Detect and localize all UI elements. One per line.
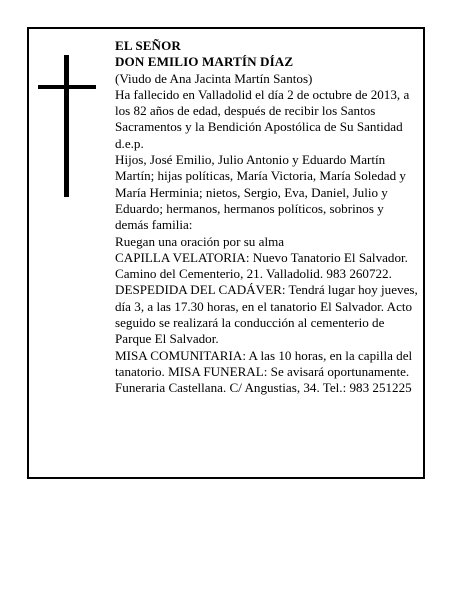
- honorific: EL SEÑOR: [115, 38, 181, 53]
- rip-abbreviation: d.e.p.: [115, 135, 144, 151]
- deceased-name: DON EMILIO MARTÍN DÍAZ: [115, 54, 294, 70]
- cross-horizontal-bar: [38, 85, 96, 89]
- prayer-request: Ruegan una oración por su alma: [115, 233, 285, 249]
- chapel-info: CAPILLA VELATORIA: Nuevo Tanatorio El Salvador. Camino del Cementerio, 21. Valladolid. 983 260722.: [115, 249, 408, 282]
- widower-of: (Viudo de Ana Jacinta Martín Santos): [115, 70, 313, 86]
- cross-icon: [38, 55, 96, 197]
- mass-info: MISA COMUNITARIA: A las 10 horas, en la capilla del tanatorio. MISA FUNERAL: Se avisará oportunamente.: [115, 347, 413, 379]
- farewell-info: DESPEDIDA DEL CADÁVER: Tendrá lugar hoy jueves, día 3, a las 17.30 horas, en el tanatorio El Salvador. Acto seguido se realizará la conducción al cementerio de Parque El Salvador.: [115, 282, 418, 347]
- cross-vertical-bar: [64, 55, 69, 197]
- death-announcement: Ha fallecido en Valladolid el día 2 de octubre de 2013, a los 82 años de edad, después de recibir los Santos Sacramentos y la Bendición Apostólica de Su Santidad: [115, 86, 410, 135]
- family-list: Hijos, José Emilio, Julio Antonio y Eduardo Martín Martín; hijas políticas, María Victoria, María Soledad y María Herminia; nietos, Sergio, Eva, Daniel, Julio y Eduardo; hermanos, hermanos políticos, sobrinos y demás familia:: [115, 152, 406, 233]
- funeral-home-info: Funeraria Castellana. C/ Angustias, 34. Tel.: 983 251225: [115, 380, 412, 396]
- obituary-text: [115, 38, 420, 397]
